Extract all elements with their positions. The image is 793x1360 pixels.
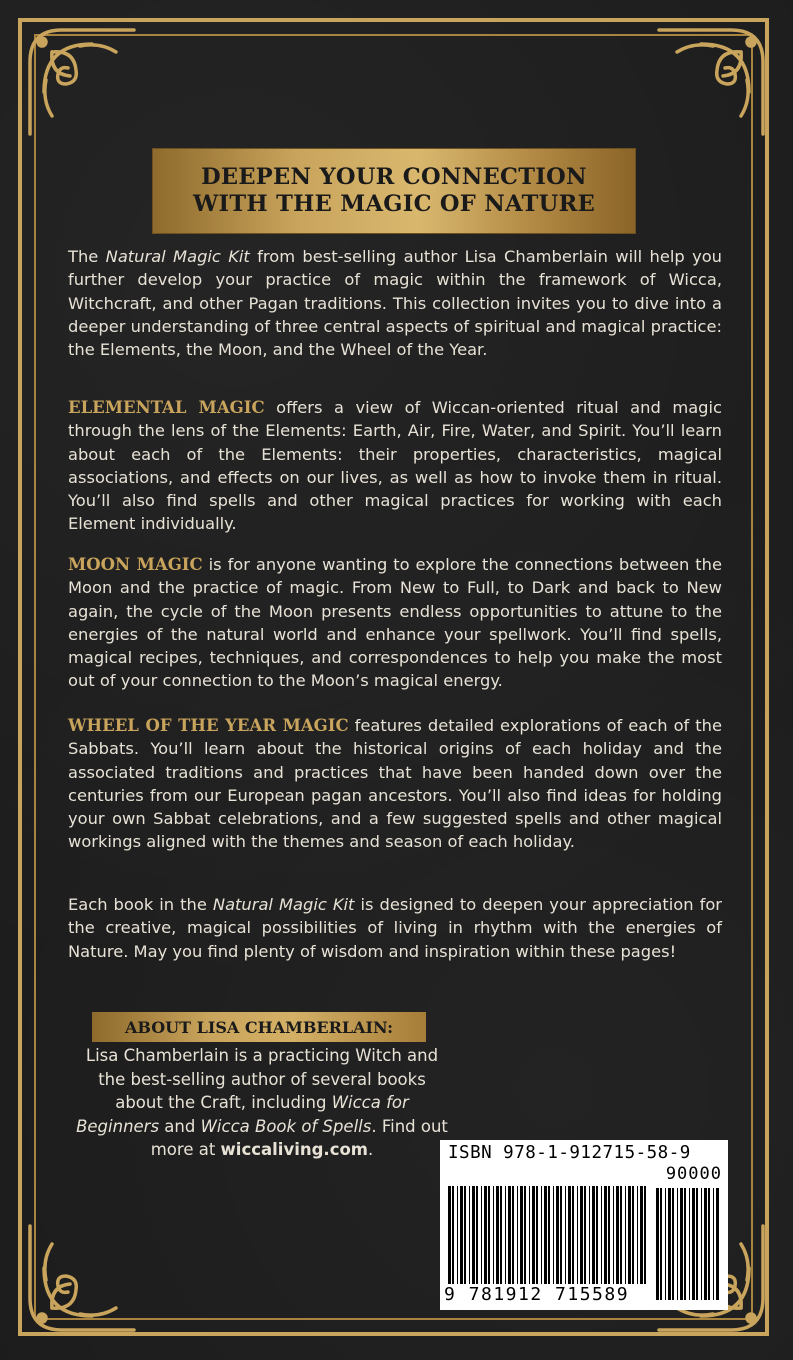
about-author-heading: ABOUT LISA CHAMBERLAIN: bbox=[125, 1017, 393, 1037]
closing-paragraph bbox=[68, 893, 722, 963]
barcode-bar bbox=[556, 1186, 559, 1284]
barcode-bar bbox=[484, 1186, 487, 1284]
barcode-bar bbox=[472, 1186, 475, 1284]
barcode-bar bbox=[704, 1188, 707, 1300]
barcode-bar bbox=[589, 1186, 590, 1284]
section-wheel-of-year-magic bbox=[68, 714, 722, 854]
about-text-end: . bbox=[368, 1140, 374, 1159]
section-text-moon: is for anyone wanting to explore the connections between the Moon and the practice of magic. From New to Full, to Dark and back to New again, the cycle of the Moon presents endless opportunities to attune to the energies of the natural world and enhance your spellwork. You’ll find spells, magical recipes, techniques, and correspondences to help you make the most out of your connection to the Moon’s magical energy. bbox=[68, 555, 722, 691]
ean-number: 9 781912 715589 bbox=[444, 1284, 630, 1305]
about-author-text bbox=[72, 1044, 452, 1162]
barcode-bar bbox=[692, 1188, 695, 1300]
barcode-bar bbox=[500, 1186, 502, 1284]
ean-barcode-bars bbox=[448, 1186, 648, 1284]
barcode-bar bbox=[469, 1186, 470, 1284]
barcode-bar bbox=[548, 1186, 550, 1284]
barcode-bar bbox=[460, 1186, 463, 1284]
barcode-bar bbox=[572, 1186, 574, 1284]
barcode-bar bbox=[536, 1186, 538, 1284]
barcode-bar bbox=[604, 1186, 607, 1284]
barcode-bar bbox=[448, 1186, 451, 1284]
barcode-bar bbox=[640, 1186, 643, 1284]
barcode-bar bbox=[481, 1186, 482, 1284]
barcode-bar bbox=[616, 1186, 619, 1284]
barcode-bar bbox=[713, 1188, 714, 1300]
barcode-bar bbox=[689, 1188, 690, 1300]
barcode-bar bbox=[544, 1186, 547, 1284]
section-lead-elemental: ELEMENTAL MAGIC bbox=[68, 398, 265, 417]
barcode-bar bbox=[493, 1186, 494, 1284]
barcode-bar bbox=[457, 1186, 458, 1284]
barcode-bar bbox=[701, 1188, 702, 1300]
barcode-bar bbox=[596, 1186, 598, 1284]
corner-ornament-bottom-left bbox=[22, 1218, 142, 1338]
barcode-bar bbox=[476, 1186, 478, 1284]
barcode-bar bbox=[532, 1186, 535, 1284]
closing-text-start: Each book in the bbox=[68, 895, 213, 914]
barcode-bar bbox=[553, 1186, 554, 1284]
section-moon-magic bbox=[68, 553, 722, 693]
about-text-part1: Lisa Chamberlain is a practicing Witch and the best-selling author of several books about the Craft, including bbox=[85, 1046, 439, 1112]
barcode-bar bbox=[613, 1186, 614, 1284]
barcode-bar bbox=[517, 1186, 518, 1284]
barcode-bar bbox=[505, 1186, 506, 1284]
about-text-and: and bbox=[159, 1116, 201, 1136]
barcode-bar bbox=[560, 1186, 562, 1284]
barcode-bar bbox=[680, 1188, 683, 1300]
barcode-bar bbox=[520, 1186, 523, 1284]
isbn-barcode bbox=[440, 1140, 728, 1310]
about-book-2: Wicca Book of Spells bbox=[200, 1116, 372, 1136]
barcode-bar bbox=[584, 1186, 586, 1284]
barcode-bar bbox=[488, 1186, 490, 1284]
barcode-bar bbox=[512, 1186, 514, 1284]
addon-barcode-bars bbox=[656, 1188, 722, 1300]
closing-text-rest: is designed to deepen your appreciation for the creative, magical possibilities of living in rhythm with the energies of Nature. May you find plenty of wisdom and inspiration within these pages! bbox=[68, 895, 722, 961]
barcode-bar bbox=[592, 1186, 595, 1284]
headline-line-1: DEEPEN YOUR CONNECTION bbox=[201, 164, 587, 190]
barcode-bar bbox=[637, 1186, 638, 1284]
barcode-bar bbox=[565, 1186, 566, 1284]
price-code: 90000 bbox=[665, 1164, 722, 1184]
barcode-bar bbox=[580, 1186, 583, 1284]
headline-banner bbox=[152, 148, 636, 234]
barcode-bar bbox=[708, 1188, 710, 1300]
section-lead-moon: MOON MAGIC bbox=[68, 555, 203, 574]
intro-text-rest: from best-selling author Lisa Chamberlain will help you further develop your practice of magic within the framework of Wicca, Witchcraft, and other Pagan traditions. This collection invites you to dive into a deeper understanding of three central aspects of spiritual and magical practice: the Elements, the Moon, and the Wheel of the Year. bbox=[68, 247, 722, 360]
barcode-bar bbox=[660, 1188, 662, 1300]
barcode-bar bbox=[601, 1186, 602, 1284]
about-book-1: Wicca for Beginners bbox=[76, 1093, 409, 1136]
section-lead-wheel: WHEEL OF THE YEAR MAGIC bbox=[68, 716, 349, 735]
barcode-bar bbox=[668, 1188, 671, 1300]
barcode-bar bbox=[524, 1186, 526, 1284]
barcode-bar bbox=[677, 1188, 678, 1300]
corner-ornament-top-left bbox=[22, 22, 142, 142]
barcode-bar bbox=[716, 1188, 719, 1300]
intro-text-start: The bbox=[68, 247, 106, 266]
section-text-elemental: offers a view of Wiccan-oriented ritual and magic through the lens of the Elements: Earth, Air, Fire, Water, and Spirit. You’ll learn about each of the Elements: their properties, characteristics, magical associations, and effects on our lives, as well as how to invoke them in ritual. You’ll also find spells and other magical practices for working with each Element individually. bbox=[68, 398, 722, 534]
about-text-part2: . Find out more at bbox=[150, 1116, 448, 1159]
barcode-bar bbox=[632, 1186, 634, 1284]
barcode-bar bbox=[577, 1186, 578, 1284]
about-author-banner bbox=[92, 1012, 426, 1042]
barcode-bar bbox=[656, 1188, 659, 1300]
isbn-number: ISBN 978-1-912715-58-9 bbox=[448, 1143, 691, 1163]
section-text-wheel: features detailed explorations of each of the Sabbats. You’ll learn about the historical origins of each holiday and the associated traditions and practices that have been handed down over the centuries from our European pagan ancestors. You’ll also find ideas for holding your own Sabbat celebrations, and a few suggested spells and other magical workings aligned with the themes and season of each holiday. bbox=[68, 716, 722, 852]
intro-paragraph bbox=[68, 245, 722, 361]
corner-ornament-top-right bbox=[651, 22, 771, 142]
headline-line-2: WITH THE MAGIC OF NATURE bbox=[192, 191, 596, 217]
barcode-bar bbox=[568, 1186, 571, 1284]
barcode-bar bbox=[608, 1186, 610, 1284]
barcode-bar bbox=[628, 1186, 631, 1284]
barcode-bar bbox=[620, 1186, 622, 1284]
barcode-bar bbox=[672, 1188, 674, 1300]
barcode-bar bbox=[625, 1186, 626, 1284]
barcode-bar bbox=[696, 1188, 698, 1300]
barcode-bar bbox=[529, 1186, 530, 1284]
barcode-bar bbox=[464, 1186, 466, 1284]
barcode-bar bbox=[496, 1186, 499, 1284]
barcode-bar bbox=[644, 1186, 646, 1284]
section-elemental-magic bbox=[68, 396, 722, 536]
barcode-bar bbox=[665, 1188, 666, 1300]
intro-book-title: Natural Magic Kit bbox=[105, 247, 250, 266]
closing-book-title: Natural Magic Kit bbox=[212, 895, 355, 914]
barcode-bar bbox=[541, 1186, 542, 1284]
barcode-bar bbox=[684, 1188, 686, 1300]
barcode-bar bbox=[508, 1186, 511, 1284]
author-website-link[interactable]: wiccaliving.com bbox=[220, 1140, 368, 1159]
barcode-bar bbox=[452, 1186, 454, 1284]
